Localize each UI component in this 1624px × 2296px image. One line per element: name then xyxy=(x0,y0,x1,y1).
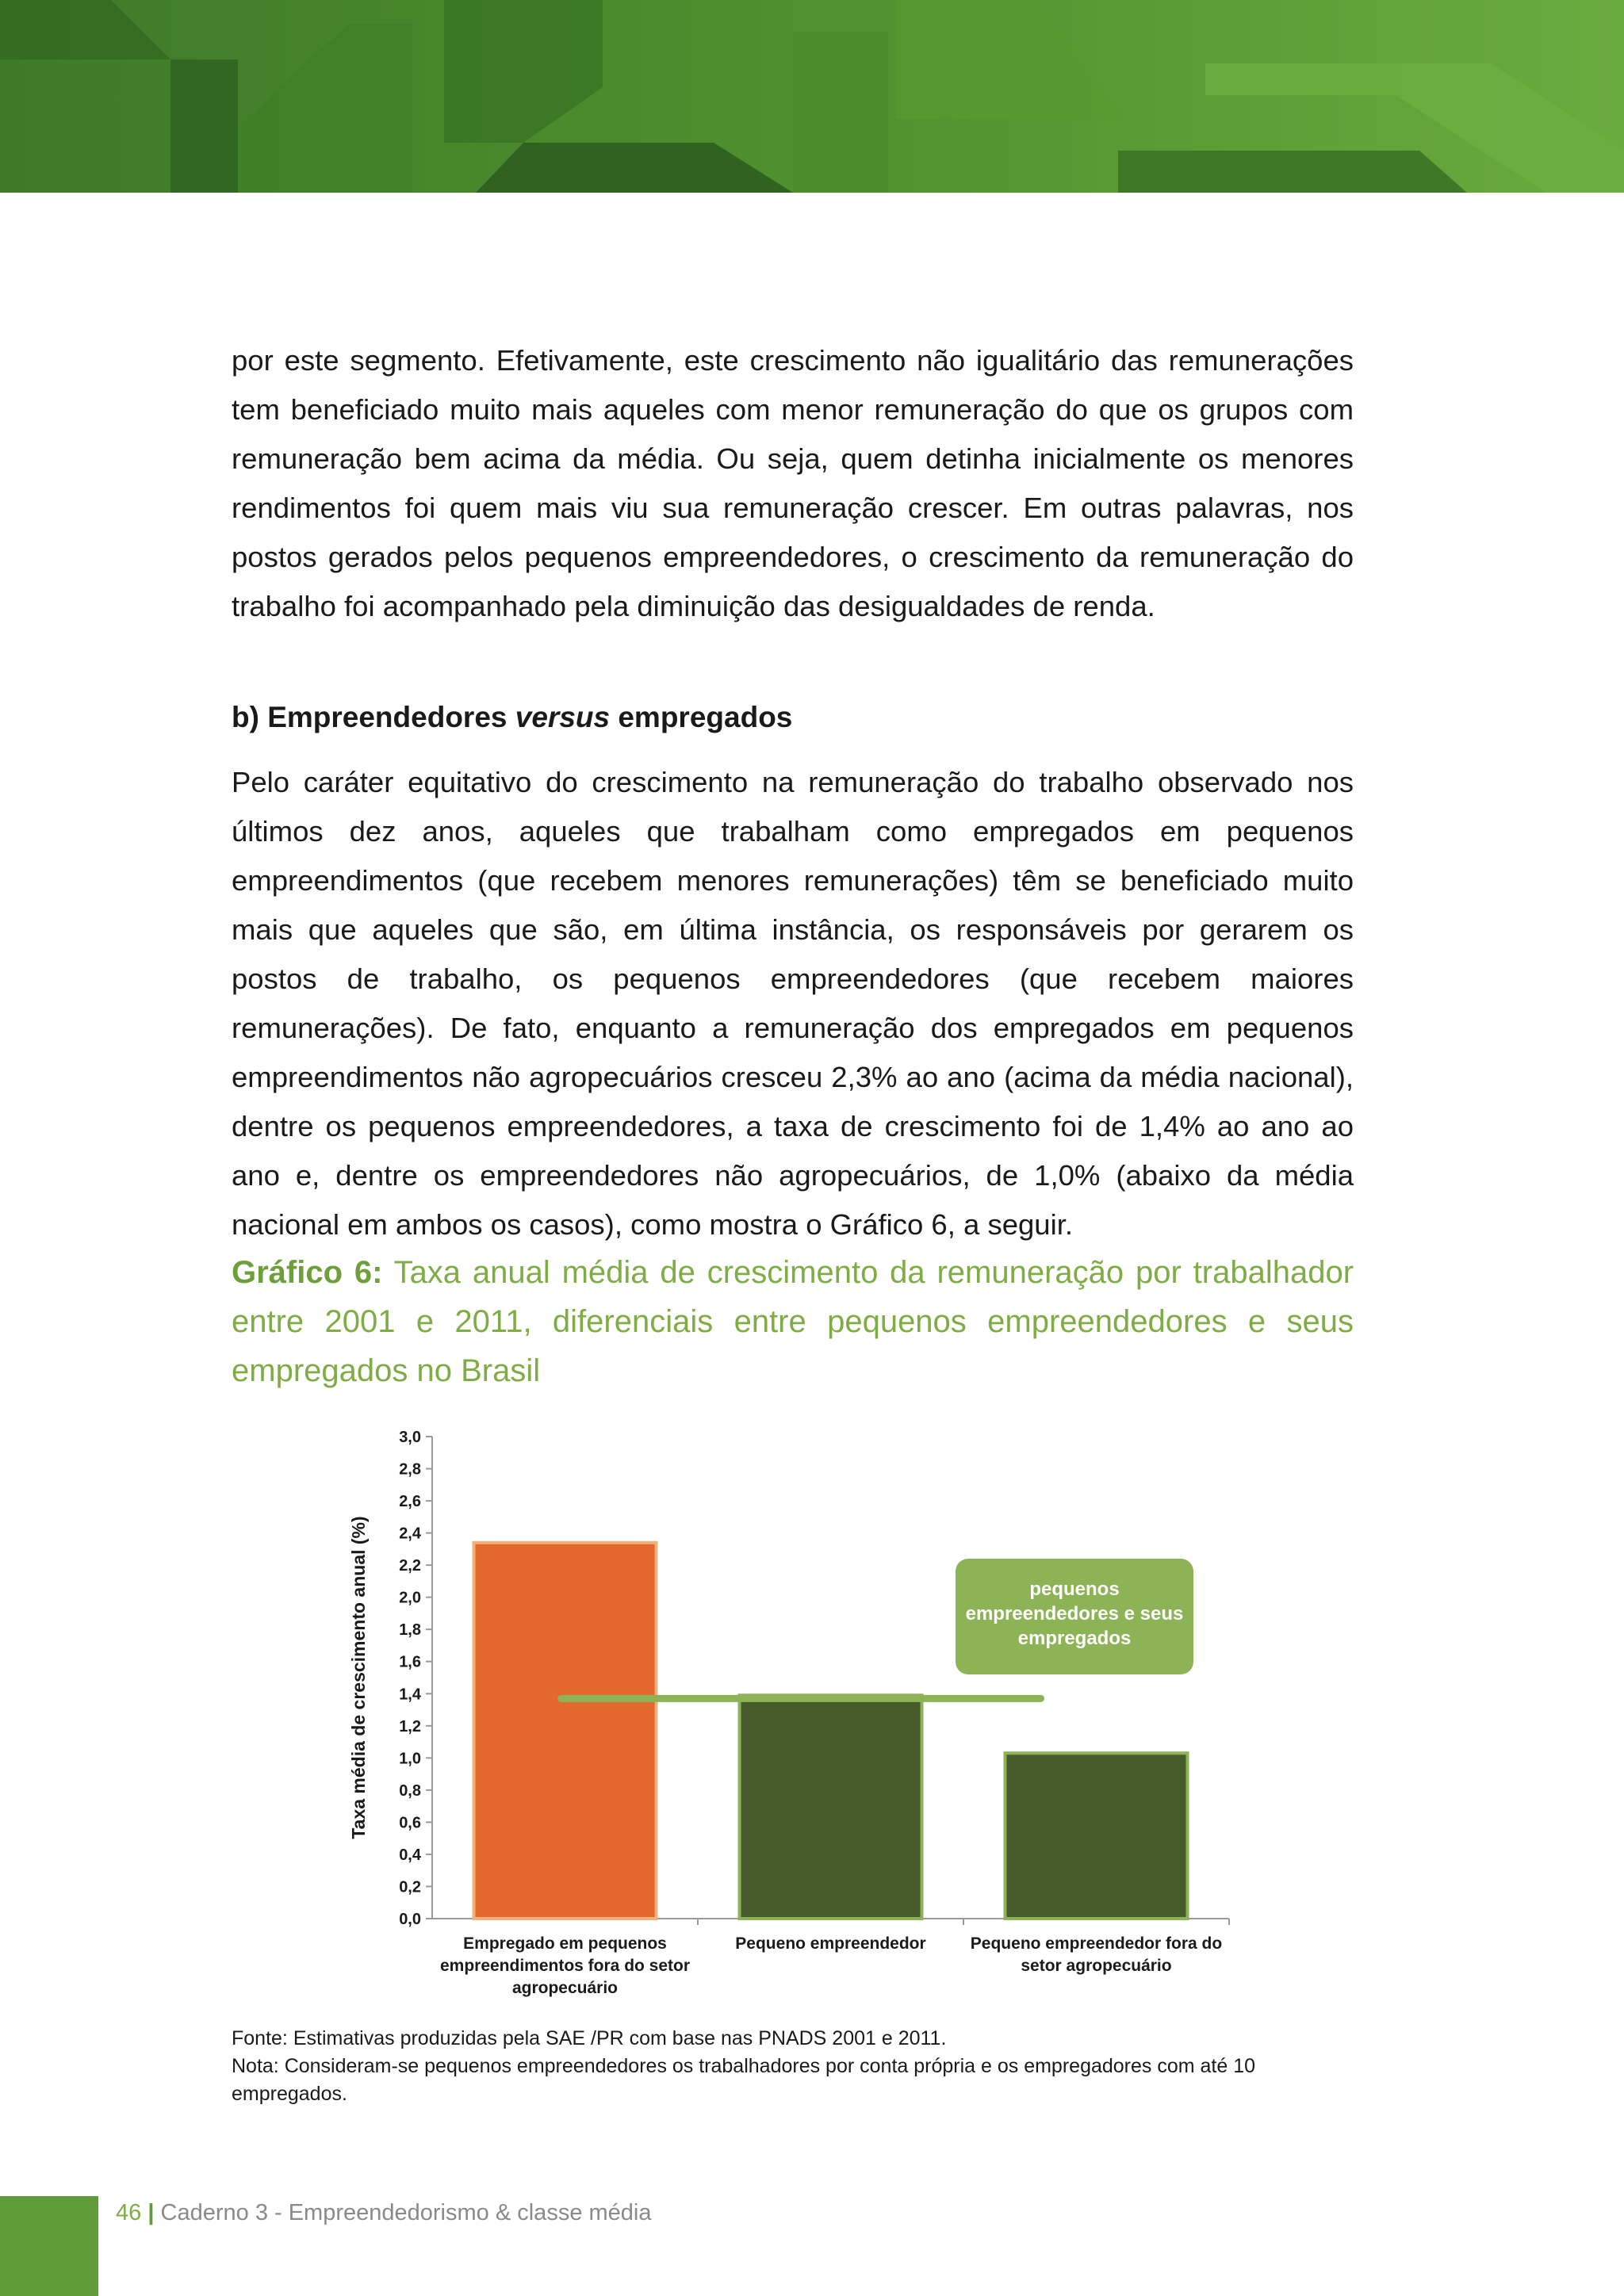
category-label: setor agropecuário xyxy=(1021,1957,1172,1975)
y-tick-label: 0,2 xyxy=(399,1878,421,1896)
y-tick-label: 2,6 xyxy=(399,1493,421,1511)
bar-1 xyxy=(474,1543,657,1919)
figure-notes xyxy=(232,2025,1354,2108)
y-tick-label: 0,4 xyxy=(399,1846,421,1864)
y-tick-label: 1,8 xyxy=(399,1621,421,1640)
reference-callout-label: empregados xyxy=(1017,1628,1132,1649)
y-tick-label: 2,8 xyxy=(399,1460,421,1479)
bar-3 xyxy=(1005,1753,1188,1919)
footer-color-block xyxy=(0,2196,98,2296)
y-tick-label: 2,0 xyxy=(399,1589,421,1607)
y-axis-label: Taxa média de crescimento anual (%) xyxy=(348,1516,369,1839)
note-text: Nota: Consideram-se pequenos empreendedores os trabalhadores por conta própria e os empregadores com até 10 empregados. xyxy=(232,2055,1256,2105)
reference-callout-label: pequenos xyxy=(1029,1578,1120,1600)
header-banner xyxy=(0,0,1624,193)
category-label: Pequeno empreendedor xyxy=(735,1934,926,1953)
figure-caption-label: Gráfico 6: xyxy=(232,1255,383,1290)
body-paragraph: Pelo caráter equitativo do crescimento na remuneração do trabalho observado nos últimos dez anos, aqueles que trabalham como empregados em pequenos empreendimentos (que recebem menores remunerações) têm se beneficiado muito mais que aqueles que são, em última instância, os responsáveis por gerarem os postos de trabalho, os pequenos empreendedores (que recebem maiores remunerações). De fato, enquanto a remuneração dos empregados em pequenos empreendimentos não agropecuários cresceu 2,3% ao ano (acima da média nacional), dentre os pequenos empreendedores, a taxa de crescimento foi de 1,4% ao ano ao ano e, dentre os empreendedores não agropecuários, de 1,0% (abaixo da média nacional em ambos os casos), como mostra o Gráfico 6, a seguir. xyxy=(232,766,1354,1241)
reference-callout-label: empreendedores e seus xyxy=(965,1603,1184,1624)
y-tick-label: 3,0 xyxy=(399,1429,421,1446)
source-note: Fonte: Estimativas produzidas pela SAE /PR com base nas PNADS 2001 e 2011. xyxy=(232,2027,947,2049)
page-footer xyxy=(116,2200,651,2226)
y-tick-label: 0,8 xyxy=(399,1781,421,1800)
footer-separator: | xyxy=(147,2200,155,2225)
section-heading-prefix: b) Empreendedores xyxy=(232,701,515,733)
y-tick-label: 2,4 xyxy=(399,1525,421,1543)
category-label: Pequeno empreendedor fora do xyxy=(970,1934,1223,1953)
y-tick-label: 0,0 xyxy=(399,1911,421,1928)
category-label: Empregado em pequenos xyxy=(463,1934,667,1953)
bar-chart xyxy=(333,1419,1269,2006)
y-tick-label: 1,6 xyxy=(399,1653,421,1671)
body-paragraph: por este segmento. Efetivamente, este crescimento não igualitário das remunerações tem beneficiado muito mais aqueles com menor remuneração do que os grupos com remuneração bem acima da média. Ou seja, quem detinha inicialmente os menores rendimentos foi quem mais viu sua remuneração crescer. Em outras palavras, nos postos gerados pelos pequenos empreendedores, o crescimento da remuneração do trabalho foi acompanhado pela diminuição das desigualdades de renda. xyxy=(232,344,1354,622)
y-tick-label: 1,2 xyxy=(399,1717,421,1735)
y-tick-label: 1,4 xyxy=(399,1686,421,1704)
category-label: empreendimentos fora do setor xyxy=(439,1957,691,1975)
figure-caption xyxy=(232,1248,1354,1395)
publication-title: Caderno 3 - Empreendedorismo & classe média xyxy=(160,2200,652,2225)
category-label: agropecuário xyxy=(511,1979,619,1997)
section-heading xyxy=(232,698,792,737)
section-heading-italic: versus xyxy=(515,701,611,733)
section-heading-suffix: empregados xyxy=(610,701,793,733)
page-number: 46 xyxy=(116,2200,142,2225)
y-tick-label: 2,2 xyxy=(399,1557,421,1575)
figure-caption-text: Taxa anual média de crescimento da remuneração por trabalhador entre 2001 e 2011, diferenciais entre pequenos empreendedores e seus empregados no Brasil xyxy=(232,1255,1354,1388)
bar-2 xyxy=(740,1695,922,1919)
y-tick-label: 0,6 xyxy=(399,1814,421,1832)
y-tick-label: 1,0 xyxy=(399,1750,421,1768)
